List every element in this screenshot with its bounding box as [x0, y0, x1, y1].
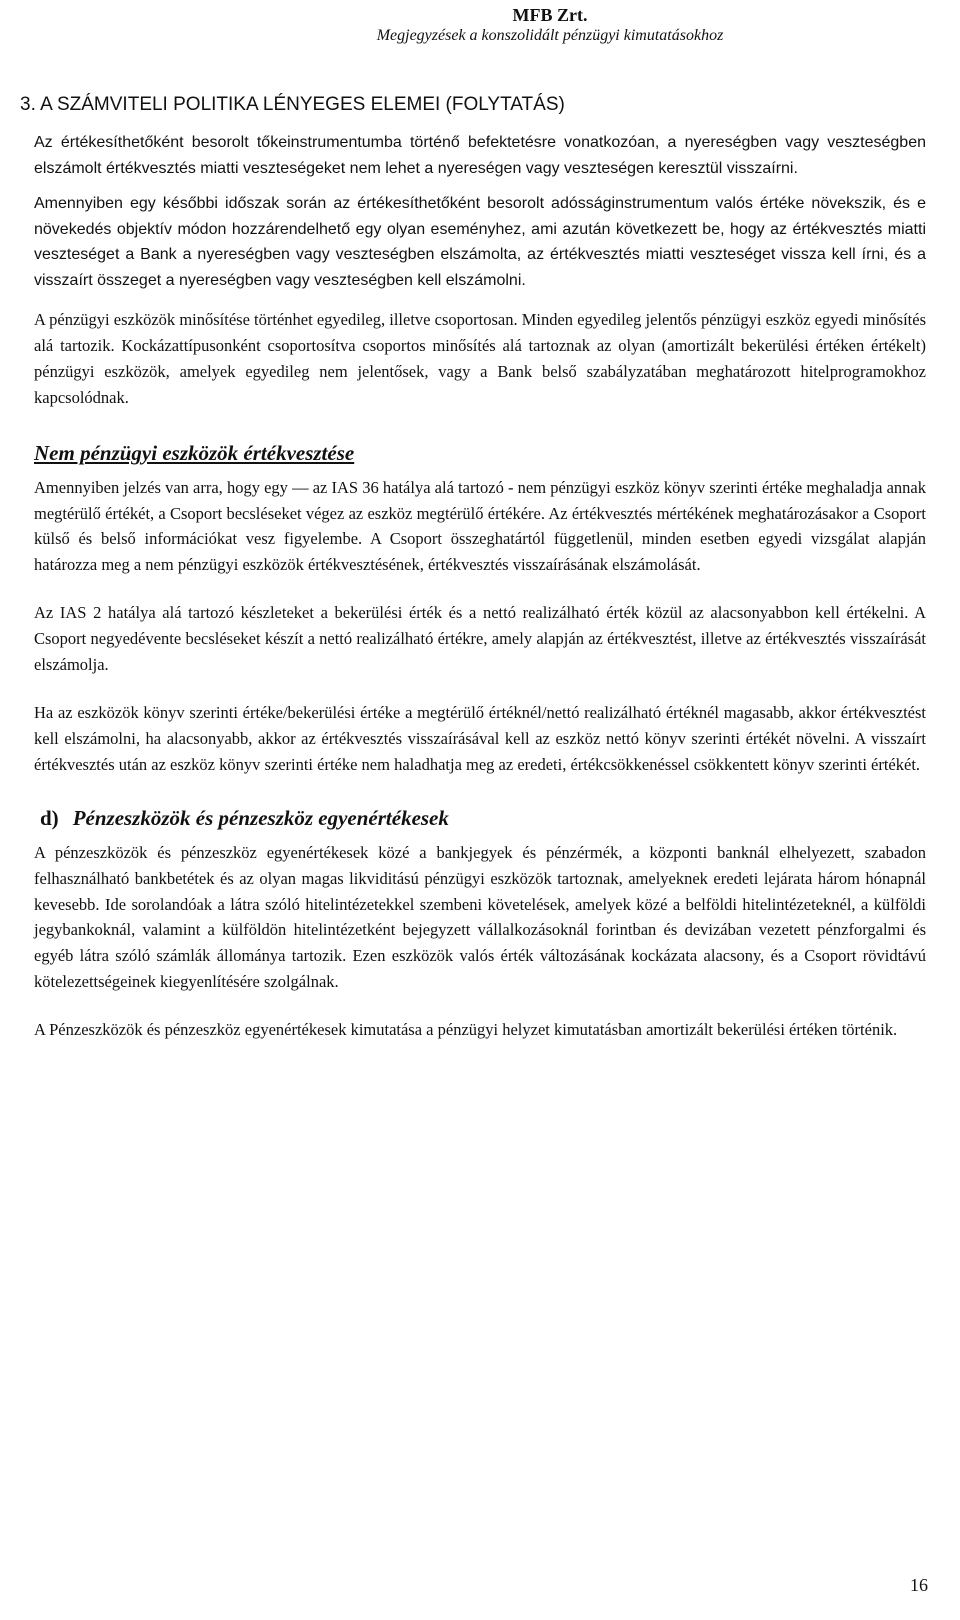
heading-text: Pénzeszközök és pénzeszköz egyenértékesek	[72, 805, 449, 830]
heading-letter: d)	[40, 805, 59, 830]
paragraph-cash-definition: A pénzeszközök és pénzeszköz egyenértékesek közé a bankjegyek és pénzérmék, a központi banknál elhelyezett, szabadon felhasználható bankbetétek és az olyan magas likviditású pénzügyi eszközök tartoznak, amelyeknek eredeti lejárata három hónapnál kevesebb. Ide sorolandóak a látra szóló hitelintézetekkel szembeni követelések, amelyek közé a belföldi hitelintézeteknél, a külföldi jegybankoknál, valamint a külföldön hitelintézetként bejegyzett vállalkozásoknál forintban és devizában vezetett pénzforgalmi és egyéb látra szóló számlák állománya tartozik. Ezen eszközök valós érték változásának kockázata alacsony, és a Csoport rövidtávú kötelezettségeinek kiegyenlítésére szolgálnak.	[34, 842, 926, 992]
paragraph-equity-impairment: Az értékesíthetőként besorolt tőkeinstrumentumba történő befektetésre vonatkozóan, a nyereségben vagy veszteségben elszámolt értékvesztés miatti veszteségeket nem lehet a nyereségen vagy veszteségen keresztül visszaírni.	[34, 134, 926, 177]
heading-cash-equivalents	[34, 804, 926, 832]
paragraph-debt-reversal: Amennyiben egy későbbi időszak során az értékesíthetőként besorolt adósságinstrumentum valós értéke növekszik, és e növekedés objektív módon hozzárendelhető egy olyan eseményhez, ami azután következett be, hogy az értékvesztés miatti veszteséget a Bank a nyereségben vagy veszteségben elszámolta, az értékvesztés miatti veszteséget vissza kell írni, és a visszaírt összeget a nyereségben vagy veszteségben kell elszámolni.	[34, 195, 926, 289]
company-name: MFB Zrt.	[512, 5, 588, 25]
document-subtitle: Megjegyzések a konszolidált pénzügyi kimutatásokhoz	[376, 27, 724, 44]
paragraph-classification: A pénzügyi eszközök minősítése történhet egyedileg, illetve csoportosan. Minden egyedileg jelentős pénzügyi eszköz egyedi minősítés alá tartozik. Kockázattípusonként csoportosítva csoportos minősítés alá tartoznak az olyan (amortizált bekerülési értéken értékelt) pénzügyi eszközök, amelyek egyedileg nem jelentősek, vagy a Bank belső szabályzatában meghatározott hitelprogramokhoz kapcsolódnak.	[34, 310, 926, 407]
paragraph-cash-presentation: A Pénzeszközök és pénzeszköz egyenértékesek kimutatása a pénzügyi helyzet kimutatásban amortizált bekerülési értéken történik.	[34, 1020, 898, 1040]
paragraph-ias36: Amennyiben jelzés van arra, hogy egy — az IAS 36 hatálya alá tartozó - nem pénzügyi eszköz könyv szerinti értéke meghaladja annak megtérülő értékét, a Csoport becsléseket végez az eszköz megtérülő értékére. Az értékvesztés mértékének meghatározásakor a Csoport külső és belső információkat vesz figyelembe. A Csoport összeghatártól függetlenül, minden esetben egyedi vizsgálat alapján határozza meg a nem pénzügyi eszközök értékvesztésének, értékvesztés visszaírásának elszámolását.	[34, 477, 926, 575]
page-header	[0, 0, 960, 46]
paragraph-ias2: Az IAS 2 hatálya alá tartozó készleteket a bekerülési érték és a nettó realizálható érték közül az alacsonyabbon kell értékelni. A Csoport negyedévente becsléseket készít a nettó realizálható értékre, amely alapján az értékvesztést, illetve az értékvesztés visszaírását elszámolja.	[34, 603, 926, 675]
heading-text: Nem pénzügyi eszközök értékvesztése	[34, 440, 355, 465]
document-body	[34, 130, 926, 1043]
heading-non-financial-impairment	[34, 439, 926, 467]
page-number: 16	[910, 1575, 928, 1595]
paragraph-carrying-value: Ha az eszközök könyv szerinti értéke/bekerülési értéke a megtérülő értéknél/nettó realizálható értéknél magasabb, akkor értékvesztést kell elszámolni, ha alacsonyabb, akkor az értékvesztés visszaírásával kell az eszköz nettó könyv szerinti értékét növelni. A visszaírt értékvesztés után az eszköz könyv szerinti értéke nem haladhatja meg az eredeti, értékcsökkenéssel csökkentett könyv szerinti értékét.	[34, 702, 926, 774]
section-title: 3. A SZÁMVITELI POLITIKA LÉNYEGES ELEMEI (FOLYTATÁS)	[20, 94, 565, 115]
